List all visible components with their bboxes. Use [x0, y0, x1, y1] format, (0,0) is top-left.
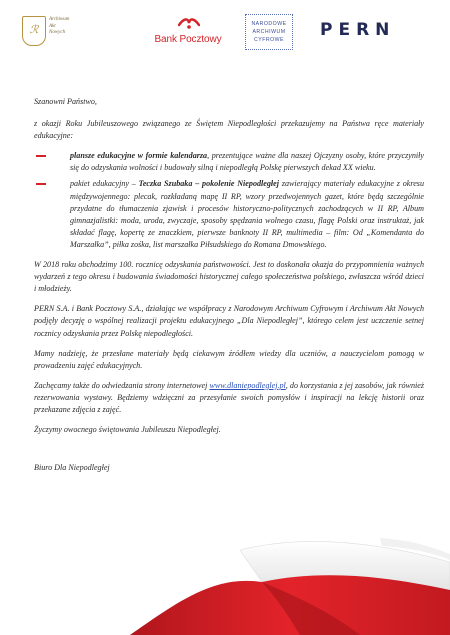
archiwum-logo-text — [49, 17, 95, 37]
pern-logo — [320, 20, 400, 42]
website-pre: Zachęcamy także do odwiedzania strony internetowej — [34, 380, 210, 390]
salutation: Szanowni Państwo, — [34, 97, 97, 106]
paragraph-wishes: Życzymy owocnego świętowania Jubileuszu Niepodległej. — [34, 425, 221, 435]
bank-pocztowy-logo — [148, 16, 228, 50]
bullet2-text: zawierający materiały edukacyjne z okresu międzywojennego: plecak, rozkładaną mapę II RP, wzory przedwojennych gazet, które będą szczególnie przydatne do tłumaczenia zjawisk i procesów historyczno-politycznych zachodzących w II RP, Album gimnazjalistki: moda, uroda, zwyczaje, sposoby spędzania wolnego czasu, flagę Polski oraz instruktaż, jak składać flagę, kopertę ze znaczkiem, pierwsze banknoty II RP, multimedia – film: Od „Komendanta do Marszałka”, piłka zośka, list marszałka Piłsudskiego do Romana Dmowskiego. — [70, 179, 424, 249]
paragraph-anniversary: W 2018 roku obchodzimy 100. rocznicę odzyskania państwowości. Jest to doskonała okazja do przypomnienia ważnych wydarzeń z tego okresu i budowania świadomości historycznej całego społeczeństwa polskiego, zwłaszcza wśród dzieci i młodzieży. — [34, 260, 424, 294]
pern-label: PERN — [320, 20, 396, 40]
archiwum-line-2: Akt — [49, 23, 56, 29]
list-item — [34, 178, 424, 251]
materials-list — [34, 150, 424, 251]
intro-paragraph: z okazji Roku Jubileuszowego związanego ze Świętem Niepodległości przekazujemy na Państwa ręce materiały edukacyjne: — [34, 119, 424, 141]
nac-line-2: ARCHIWUM — [252, 29, 286, 35]
bird-icon — [178, 16, 200, 30]
nac-line-1: NARODOWE — [251, 21, 287, 27]
paragraph-hope: Mamy nadzieję, że przesłane materiały będą ciekawym źródłem wiedzy dla uczniów, a nauczycielom pomogą w prowadzeniu zajęć edukacyjnych. — [34, 348, 424, 370]
polish-flag-ribbon — [0, 520, 450, 635]
letter-body — [34, 96, 424, 474]
paragraph-website — [34, 380, 424, 416]
bullet2-bold: Teczka Szubaka – pokolenie Niepodległej — [138, 179, 280, 189]
nac-logo-box — [245, 14, 293, 50]
bullet2-pre: pakiet edukacyjny – — [70, 179, 139, 189]
signature: Biuro Dla Niepodległej — [34, 463, 110, 473]
crest-icon: ℛ — [22, 16, 46, 46]
red-dash-bullet — [36, 155, 46, 157]
archiwum-line-3: Nowych — [49, 30, 66, 35]
nac-line-3: CYFROWE — [253, 37, 284, 43]
bullet1-text: , prezentujące ważne dla naszej Ojczyzny osoby, które przyczyniły się do odzyskania wolności i budowały silną i niepodległą Polskę pierwszych dekad XX wieku. — [70, 151, 424, 173]
bank-pocztowy-label: Bank Pocztowy — [154, 34, 222, 45]
logo-header — [20, 12, 430, 52]
bullet1-bold: plansze edukacyjne w formie kalendarza — [70, 151, 208, 161]
list-item — [34, 150, 424, 174]
website-rest: , do korzystania z jej zasobów, jak również rezerwowania wystawy. Będziemy wdzięczni za przesyłanie swoich pomysłów i inspiracji na lekcję historii oraz przekazane zdjęcia z zajęć. — [34, 380, 424, 414]
narodowe-archiwum-cyfrowe-logo — [245, 14, 293, 50]
red-dash-bullet — [36, 183, 46, 185]
archiwum-line-1: Archiwum — [49, 17, 70, 22]
website-link[interactable]: www.dlaniepodleglej.pl — [209, 380, 286, 390]
archiwum-akt-nowych-logo — [22, 14, 92, 50]
paragraph-project: PERN S.A. i Bank Pocztowy S.A., działając we współpracy z Narodowym Archiwum Cyfrowym i Archiwum Akt Nowych podjęły decyzję o wspólnej realizacji projektu edukacyjnego „Dla Niepodległej”, którego celem jest uczczenie setnej rocznicy odzyskania przez Polskę niepodległości. — [34, 304, 424, 338]
